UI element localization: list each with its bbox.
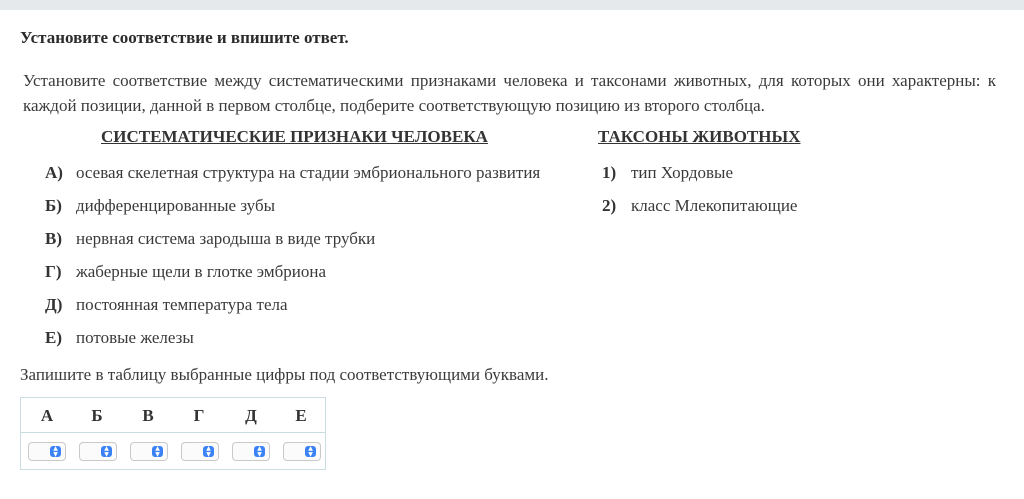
letter-header: Б — [91, 406, 103, 425]
up-down-chevron-icon: ▲ ▼ — [101, 446, 112, 457]
taxa-column-title: ТАКСОНЫ ЖИВОТНЫХ — [598, 127, 801, 146]
feature-text: нервная система зародыша в виде трубки — [76, 229, 376, 248]
answer-select-a[interactable] — [28, 442, 66, 461]
answer-select-g[interactable] — [181, 442, 219, 461]
letter-header: Е — [295, 406, 307, 425]
up-down-chevron-icon: ▲ ▼ — [305, 446, 316, 457]
feature-key: В) — [45, 229, 62, 248]
task-intro: Установите соответствие между систематическими признаками человека и таксонами животных, для которых они характерны: к каждой позиции, данной в первом столбце, подберите соответствующую позицию из второго столбца. — [23, 71, 996, 115]
up-down-chevron-icon: ▲ ▼ — [152, 446, 163, 457]
feature-text: жаберные щели в глотке эмбриона — [76, 262, 327, 281]
answer-instruction: Запишите в таблицу выбранные цифры под соответствующими буквами. — [20, 365, 549, 384]
top-bar — [0, 0, 1024, 10]
answer-select-d[interactable] — [232, 442, 270, 461]
feature-text: дифференцированные зубы — [76, 196, 276, 215]
up-down-chevron-icon: ▲ ▼ — [203, 446, 214, 457]
up-down-chevron-icon: ▲ ▼ — [254, 446, 265, 457]
letter-header: А — [40, 406, 54, 425]
feature-text: потовые железы — [76, 328, 194, 347]
feature-text: осевая скелетная структура на стадии эмбрионального развития — [76, 163, 541, 182]
feature-key: Д) — [45, 295, 63, 314]
feature-key: Е) — [45, 328, 62, 347]
feature-key: А) — [45, 163, 63, 182]
taxon-key: 2) — [602, 196, 617, 215]
answer-table-header — [21, 398, 325, 433]
feature-text: постоянная температура тела — [76, 295, 288, 314]
feature-key: Б) — [45, 196, 62, 215]
up-down-chevron-icon: ▲ ▼ — [50, 446, 61, 457]
answer-select-b[interactable] — [79, 442, 117, 461]
letter-header: Г — [193, 406, 205, 425]
answer-table — [20, 397, 326, 470]
answer-select-e[interactable] — [283, 442, 321, 461]
features-column-title: СИСТЕМАТИЧЕСКИЕ ПРИЗНАКИ ЧЕЛОВЕКА — [101, 127, 488, 146]
taxon-key: 1) — [602, 163, 617, 182]
taxon-text: тип Хордовые — [631, 163, 733, 182]
letter-header: В — [142, 406, 154, 425]
letter-header: Д — [245, 406, 257, 425]
task-heading: Установите соответствие и впишите ответ. — [20, 28, 349, 47]
feature-key: Г) — [45, 262, 62, 281]
taxon-text: класс Млекопитающие — [631, 196, 798, 215]
answer-select-v[interactable] — [130, 442, 168, 461]
